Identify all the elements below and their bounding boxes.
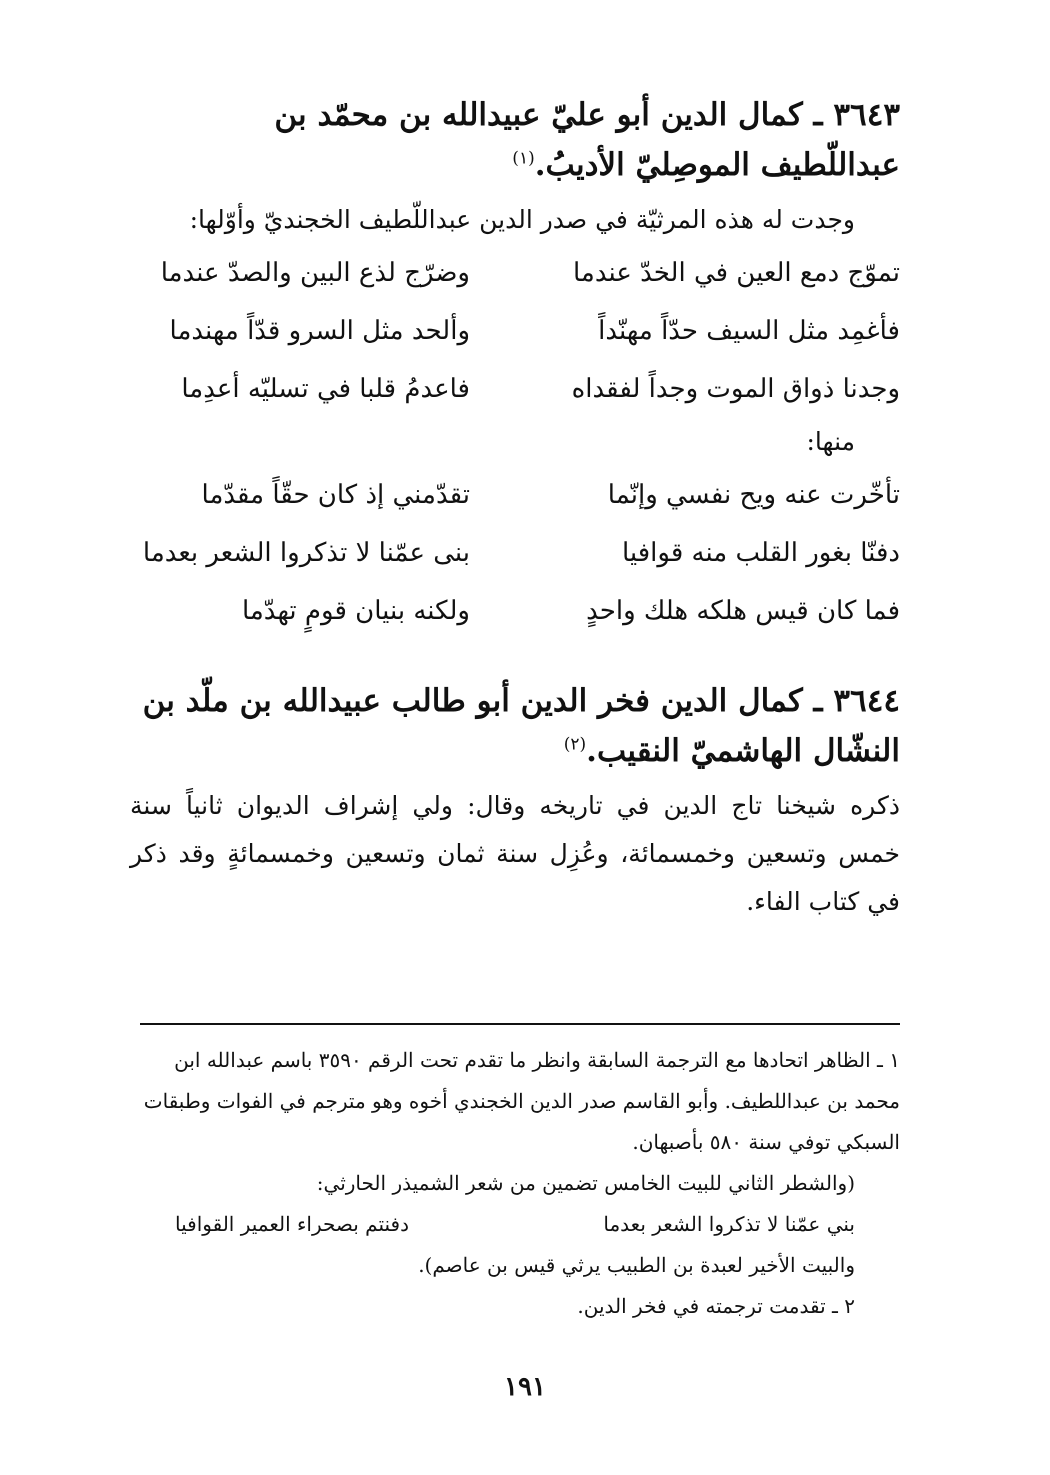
- verse-line: فأغمِد مثل السيف حدّاً مهنّداً وألحد مثل السرو قدّاً مهندما: [169, 316, 900, 346]
- entry-3644-heading: ٣٦٤٤ ـ كمال الدين فخر الدين أبو طالب عبيدالله بن ملّد بن النشّال الهاشميّ النقيب.$^{(٢)}$: [142, 683, 900, 769]
- footnote-divider: [140, 1023, 900, 1025]
- verse-line: تموّج دمع العين في الخدّ عندما وضرّج لذع البين والصدّ عندما: [160, 258, 900, 288]
- footnote-1: ١ ـ الظاهر اتحادها مع الترجمة السابقة وانظر ما تقدم تحت الرقم ٣٥٩٠ باسم عبدالله ابن محمد بن عبداللطيف. وأبو القاسم صدر الدين الخجندي أخوه وهو مترجم في الفوات وطبقات السبكي توفي سنة ٥٨٠ بأصبهان.: [143, 1048, 900, 1154]
- page-body: [130, 90, 900, 926]
- footnote-1-verse-intro: (والشطر الثاني للبيت الخامس تضمين من شعر الشميذر الحارثي:: [316, 1171, 855, 1195]
- verse-line: وجدنا ذواق الموت وجداً لفقداه فاعدمُ قلبا في تسليّه أعدِما: [181, 374, 900, 404]
- entry-3644-text: ذكره شيخنا تاج الدين في تاريخه وقال: ولي إشراف الديوان ثانياً سنة خمس وتسعين وخمسمائة، وعُزِل سنة ثمان وتسعين وخمسمائةٍ وقد ذكر في كتاب الفاء.: [130, 791, 900, 916]
- footnote-ref-2: (٢): [563, 734, 587, 755]
- minha-label: منها:: [806, 427, 855, 456]
- entry-3643-heading: ٣٦٤٣ ـ كمال الدين أبو عليّ عبيدالله بن محمّد بن عبداللّطيف الموصِليّ الأديبُ.$^{(١)}$: [274, 97, 900, 183]
- verse-line: تأخّرت عنه ويح نفسي وإنّما تقدّمني إذ كان حقّاً مقدّما: [201, 480, 900, 510]
- verse-line: دفنّا بغور القلب منه قوافيا بنى عمّنا لا تذكروا الشعر بعدما: [142, 538, 900, 568]
- footnote-2: ٢ ـ تقدمت ترجمته في فخر الدين.: [577, 1294, 855, 1318]
- poem-block-1: [130, 244, 900, 418]
- verse-line: فما كان قيس هلكه هلك واحدٍ ولكنه بنيان قومٍ تهدّما: [241, 596, 900, 626]
- entry-3643-intro: وجدت له هذه المرثيّة في صدر الدين عبداللّطيف الخجنديّ وأوّلها:: [189, 205, 855, 234]
- footnote-verse: بني عمّنا لا تذكروا الشعر بعدما دفنتم بصحراء العمير القوافيا: [175, 1212, 855, 1236]
- page-number: ١٩١: [504, 1372, 546, 1402]
- footnote-ref-1: (١): [512, 148, 535, 169]
- footnotes: [135, 1040, 900, 1327]
- footnote-1-end: والبيت الأخير لعبدة بن الطبيب يرثي قيس بن عاصم).: [418, 1253, 855, 1277]
- poem-block-2: [130, 466, 900, 640]
